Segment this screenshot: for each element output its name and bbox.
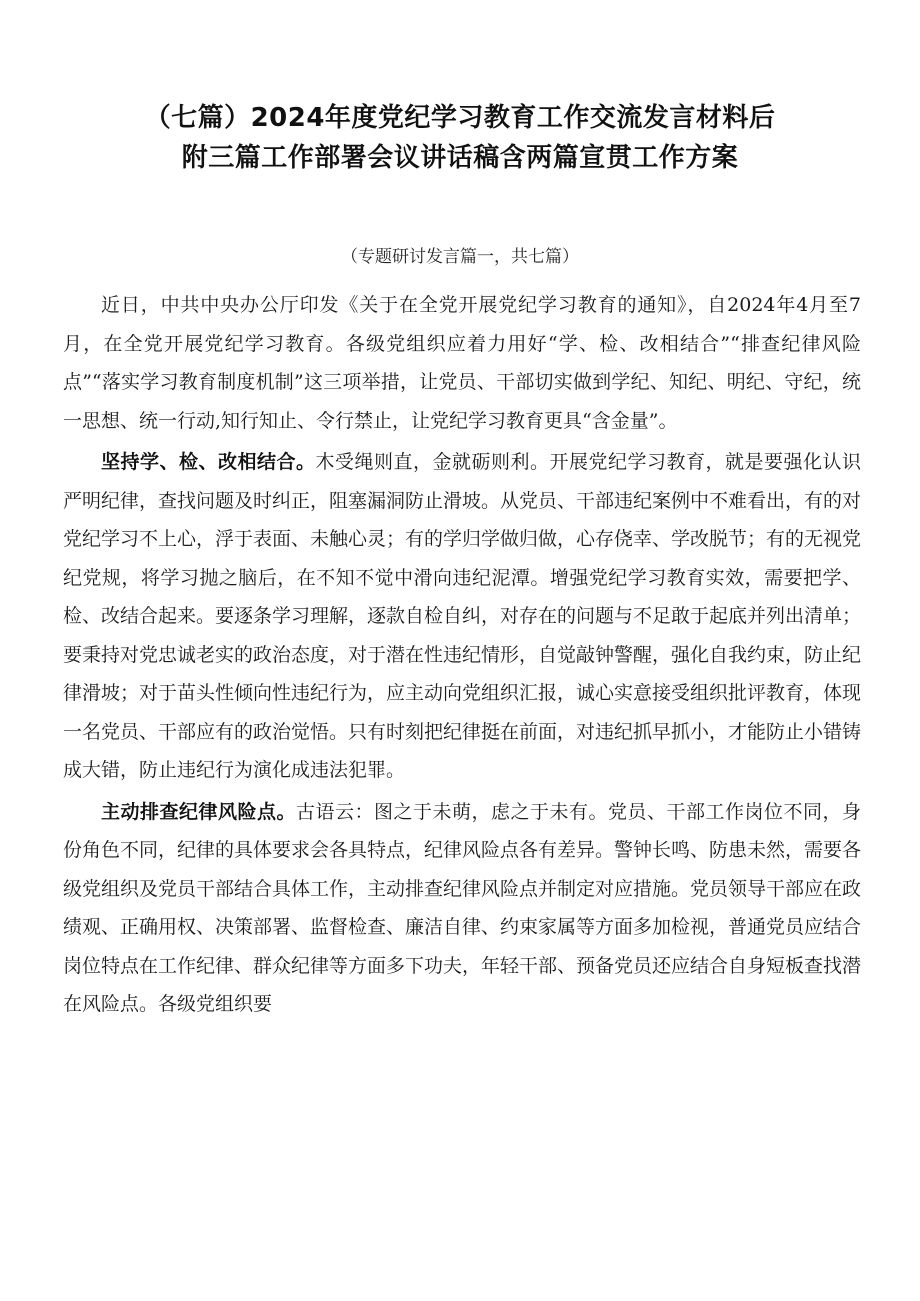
paragraph-lead: 主动排查纪律风险点。 [101, 800, 296, 823]
paragraph-intro [63, 286, 861, 440]
document-subtitle: （专题研讨发言篇一，共七篇） [341, 247, 579, 267]
paragraph-learn-check-correct [63, 443, 861, 790]
paragraph-text: 近日，中共中央办公厅印发《关于在全党开展党纪学习教育的通知》，自2024年4月至7月，在全党开展党纪学习教育。各级党组织应着力用好“学、检、改相结合”“排查纪律风险点”“落实学习教育制度机制”这三项举措，让党员、干部切实做到学纪、知纪、明纪、守纪，统一思想、统一行动,知行知止、令行禁止，让党纪学习教育更具“含金量”。 [63, 294, 861, 432]
paragraph-text: 木受绳则直，金就砺则利。开展党纪学习教育，就是要强化认识严明纪律，查找问题及时纠正，阻塞漏洞防止滑坡。从党员、干部违纪案例中不难看出，有的对党纪学习不上心，浮于表面、未触心灵；有的学归学做归做，心存侥幸、学改脱节；有的无视党纪党规，将学习抛之脑后，在不知不觉中滑向违纪泥潭。增强党纪学习教育实效，需要把学、检、改结合起来。要逐条学习理解，逐款自检自纠，对存在的问题与不足敢于起底并列出清单；要秉持对党忠诚老实的政治态度，对于潜在性违纪情形，自觉敲钟警醒，强化自我约束，防止纪律滑坡；对于苗头性倾向性违纪行为，应主动向党组织汇报，诚心实意接受组织批评教育，体现一名党员、干部应有的政治觉悟。只有时刻把纪律挺在前面，对违纪抓早抓小，才能防止小错铸成大错，防止违纪行为演化成违法犯罪。 [63, 451, 862, 781]
paragraph-risk-points [63, 793, 861, 1024]
document-body [63, 286, 861, 1024]
title-line-1: （七篇）2024年度党纪学习教育工作交流发言材料后 [144, 103, 776, 133]
paragraph-lead: 坚持学、检、改相结合。 [101, 451, 316, 473]
document-title [40, 98, 880, 178]
title-line-2: 附三篇工作部署会议讲话稿含两篇宣贯工作方案 [181, 143, 739, 173]
paragraph-text: 古语云：图之于未萌，虑之于未有。党员、干部工作岗位不同，身份角色不同，纪律的具体要求会各具特点，纪律风险点各有差异。警钟长鸣、防患未然，需要各级党组织及党员干部结合具体工作，主动排查纪律风险点并制定对应措施。党员领导干部应在政绩观、正确用权、决策部署、监督检查、廉洁自律、约束家属等方面多加检视，普通党员应结合岗位特点在工作纪律、群众纪律等方面多下功夫，年轻干部、预备党员还应结合自身短板查找潜在风险点。各级党组织要 [63, 800, 862, 1015]
